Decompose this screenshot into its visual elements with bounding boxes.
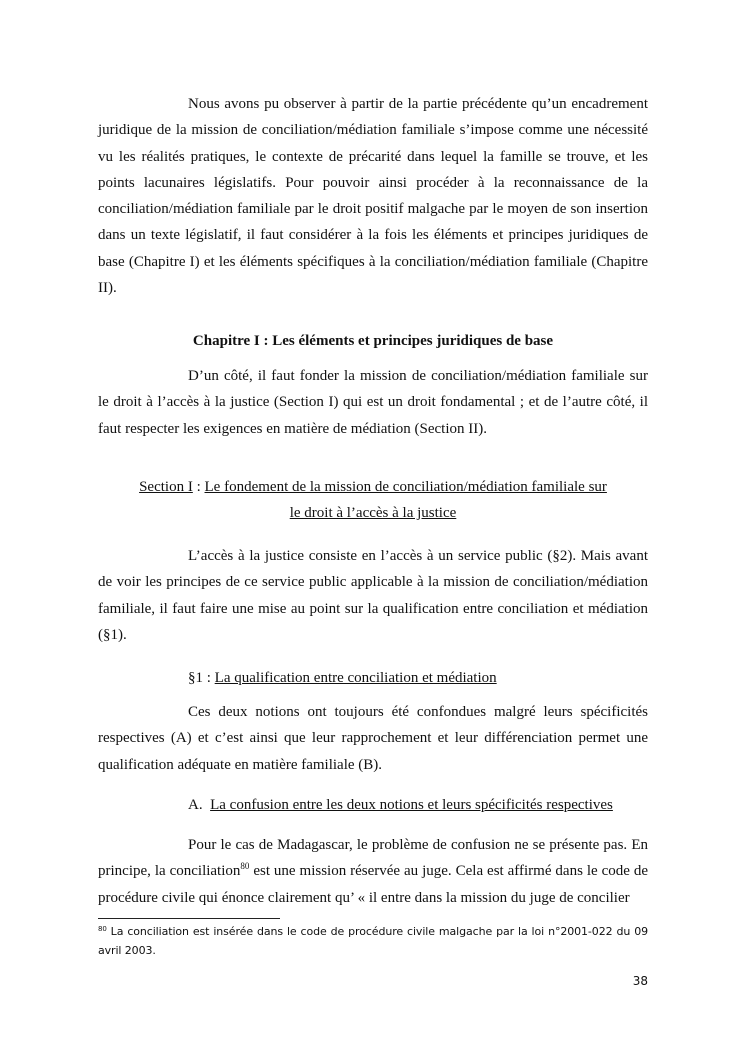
point-a-label: A. (188, 797, 211, 813)
chapter-title: Chapitre I : Les éléments et principes juridiques de base (192, 333, 554, 349)
section-paragraph: L’accès à la justice consiste en l’accès à un service public (§2). Mais avant de voir les principes de ce service public applicable à la mission de conciliation/médiation familiale, il faut faire une mise au point sur la qualification entre conciliation et médiation (§1). (98, 548, 648, 643)
subsection-title: La qualification entre conciliation et médiation (214, 670, 497, 686)
footnote-divider (98, 918, 280, 919)
point-a-heading (188, 792, 648, 818)
section-separator: : (192, 479, 205, 495)
final-paragraph-start: Pour le cas de Madagascar, le problème de confusion ne se présente pas. En principe, la conciliation (98, 837, 648, 880)
section-title-line2: le droit à l’accès à la justice (289, 505, 457, 521)
intro-paragraph: Nous avons pu observer à partir de la partie précédente qu’un encadrement juridique de la mission de conciliation/médiation familiale s’impose comme une nécessité vu les réalités pratiques, le contexte de précarité dans lequel la famille se trouve, et les points lacunaires législatifs. Pour pouvoir ainsi procéder à la reconnaissance de la conciliation/médiation familiale par le droit positif malgache par le moyen de son insertion dans un texte législatif, il faut considérer à la fois les éléments et principes juridiques de base (Chapitre I) et les éléments spécifiques à la conciliation/médiation familiale (Chapitre II). (98, 96, 648, 297)
section-label: Section I (139, 479, 193, 495)
subsection-heading (188, 665, 648, 691)
footnote (98, 922, 648, 960)
section-title-line1: Le fondement de la mission de conciliation/médiation familiale sur (204, 479, 607, 495)
footnote-reference[interactable]: 80 (240, 861, 250, 872)
final-paragraph (98, 832, 648, 911)
section-heading (98, 474, 648, 526)
page-number: 38 (632, 974, 648, 988)
footnote-number: 80 (98, 925, 107, 933)
section-heading-line1 (98, 474, 648, 500)
footnote-text: La conciliation est insérée dans le code de procédure civile malgache par la loi n°2001-022 du 09 avril 2003. (98, 925, 648, 957)
subsection-paragraph: Ces deux notions ont toujours été confondues malgré leurs spécificités respectives (A) et c’est ainsi que leur rapprochement et leur différenciation permet une qualification adéquate en matière familiale (B). (98, 704, 648, 773)
subsection-label: §1 : (188, 670, 215, 686)
point-a-title: La confusion entre les deux notions et leurs spécificités respectives (210, 797, 613, 813)
final-paragraph-end: est une mission réservée au juge. Cela est affirmé dans le code de procédure civile qui énonce clairement qu’ « il entre dans la mission du juge de concilier (98, 863, 649, 906)
section-heading-line2 (98, 500, 648, 526)
chapter-paragraph: D’un côté, il faut fonder la mission de conciliation/médiation familiale sur le droit à l’accès à la justice (Section I) qui est un droit fondamental ; et de l’autre côté, il faut respecter les exigences en matière de médiation (Section II). (98, 368, 648, 437)
